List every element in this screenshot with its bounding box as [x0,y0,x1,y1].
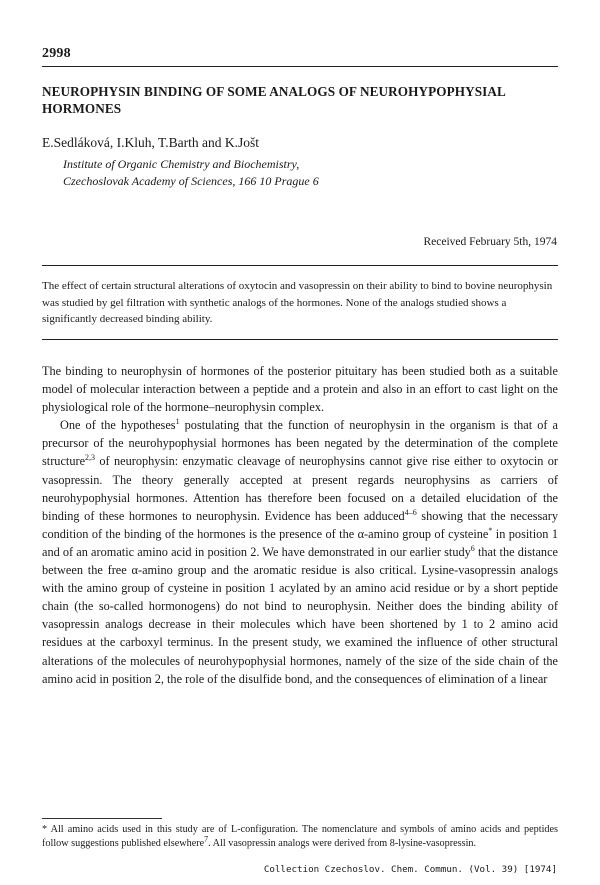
paragraph-1: The binding to neurophysin of hormones of the posterior pituitary has been studied both as a suitable model of molecular interaction between a peptide and a protein and also in an effort to cast light on the physiological role of the hormone–neurophysin complex. [42,364,558,415]
reference-marker: 7 [204,834,209,844]
reference-marker: 1 [175,417,180,427]
body-text [42,362,558,688]
reference-marker: 6 [470,543,475,553]
footnote-marker: * [488,525,493,535]
received-date: Received February 5th, 1974 [423,236,557,248]
footnote-rule [42,818,162,819]
abstract-rule-top [42,265,558,266]
paragraph-2: One of the hypotheses$^1$ postulating that the function of neurophysin in the organism is that of a precursor of the neurohypophysial hormones has been negated by the determination of the complete structure$^{2,3}$ of neurophysin: enzymatic cleavage of neurophysins cannot give rise either to oxytocin or vasopressin. The theory generally accepted at present regards neurophysins as carriers of neurohypophysial hormones. Attention has therefore been focused on a detailed elucidation of the binding of these hormones to neurophysin. Evidence has been adduced$^{4-6}$ showing that the necessary condition of the binding of the hormones is the presence of the α-amino group of cysteine* in position 1 and of an aromatic amino acid in position 2. We have demonstrated in our earlier study$^6$ that the distance between the free α-amino group and the aromatic residue is also critical. Lysine-vasopressin analogs with the amino group of cysteine in position 1 acylated by an amino acid residue or by a short peptide chain (the so-called hormonogens) do not bind to neurophysin. Neither does the binding ability of vasopressin analogs decrease in their molecules which have been shortened by 1 to 2 amino acid residues at the carboxyl terminus. In the present study, we examined the influence of other structural alterations of the molecules of neurohypophysial hormones, namely of the size of the side chain of the amino acid in position 2, the role of the disulfide bond, and the consequences of elimination of a linear [42,417,558,686]
affiliation-line-1: Institute of Organic Chemistry and Biochemistry, [63,157,300,171]
reference-marker: 4–6 [404,507,417,517]
article-title: NEUROPHYSIN BINDING OF SOME ANALOGS OF NEUROHYPOPHYSIAL HORMONES [42,84,506,116]
header-rule [42,66,558,67]
page-number: 2998 [42,46,71,61]
authors: E.Sedláková, I.Kluh, T.Barth and K.Jošt [42,135,259,150]
reference-marker: 2,3 [85,453,96,463]
footnote: * All amino acids used in this study are of L-configuration. The nomenclature and symbols of amino acids and peptides follow suggestions published elsewhere$^7$. All vasopressin analogs were derived from 8-lysine-vasopressin. [42,824,558,849]
affiliation-line-2: Czechoslovak Academy of Sciences, 166 10 Prague 6 [63,174,319,188]
abstract: The effect of certain structural alterations of oxytocin and vasopressin on their ability to bind to bovine neurophysin was studied by gel filtration with synthetic analogs of the hormones. None of the analogs studied shows a significantly decreased binding ability. [42,280,553,325]
abstract-rule-bottom [42,339,558,340]
journal-footer: Collection Czechoslov. Chem. Commun. (Vol. 39) [1974] [263,864,557,875]
